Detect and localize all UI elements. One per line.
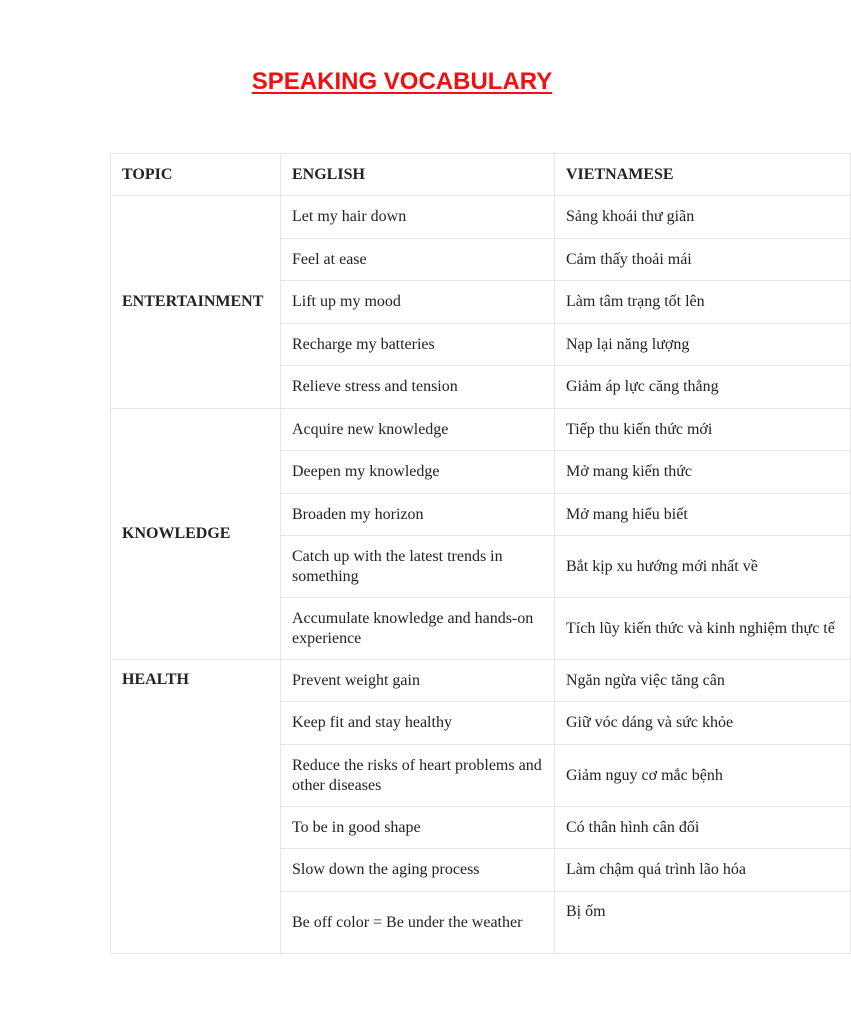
table-header-row: [111, 154, 851, 196]
vietnamese-cell: Cảm thấy thoải mái: [555, 239, 851, 281]
english-cell: Feel at ease: [281, 239, 555, 281]
vietnamese-cell: Sảng khoái thư giãn: [555, 196, 851, 239]
english-cell: Catch up with the latest trends in something: [281, 536, 555, 598]
topic-cell-knowledge: KNOWLEDGE: [111, 409, 281, 660]
topic-cell-health: HEALTH: [111, 660, 281, 954]
english-cell: Lift up my mood: [281, 281, 555, 324]
english-cell: Keep fit and stay healthy: [281, 702, 555, 745]
english-cell: Prevent weight gain: [281, 660, 555, 702]
english-cell: Reduce the risks of heart problems and other diseases: [281, 745, 555, 807]
english-cell: Slow down the aging process: [281, 849, 555, 892]
vietnamese-cell: Ngăn ngừa việc tăng cân: [555, 660, 851, 702]
vocabulary-table: [110, 153, 851, 954]
english-cell: Broaden my horizon: [281, 494, 555, 536]
vietnamese-cell: Làm tâm trạng tốt lên: [555, 281, 851, 324]
english-cell: Acquire new knowledge: [281, 409, 555, 451]
vietnamese-cell: Giảm nguy cơ mắc bệnh: [555, 745, 851, 807]
vietnamese-cell: Bắt kịp xu hướng mới nhất về: [555, 536, 851, 598]
document-title: SPEAKING VOCABULARY: [251, 68, 553, 95]
english-cell: Deepen my knowledge: [281, 451, 555, 494]
header-topic: TOPIC: [111, 154, 281, 196]
vietnamese-cell: Giữ vóc dáng và sức khỏe: [555, 702, 851, 745]
vietnamese-cell: Làm chậm quá trình lão hóa: [555, 849, 851, 892]
vietnamese-cell: Bị ốm: [555, 892, 851, 954]
table-row: [111, 409, 851, 451]
vietnamese-cell: Mở mang hiểu biết: [555, 494, 851, 536]
topic-cell-entertainment: ENTERTAINMENT: [111, 196, 281, 409]
english-cell: Recharge my batteries: [281, 324, 555, 366]
english-cell: To be in good shape: [281, 807, 555, 849]
vietnamese-cell: Mở mang kiến thức: [555, 451, 851, 494]
vietnamese-cell: Giảm áp lực căng thẳng: [555, 366, 851, 409]
table-row: [111, 196, 851, 239]
vietnamese-cell: Tiếp thu kiến thức mới: [555, 409, 851, 451]
table-row: [111, 660, 851, 702]
vietnamese-cell: Tích lũy kiến thức và kinh nghiệm thực tế: [555, 598, 851, 660]
english-cell: Be off color = Be under the weather: [281, 892, 555, 954]
header-vietnamese: VIETNAMESE: [555, 154, 851, 196]
header-english: ENGLISH: [281, 154, 555, 196]
english-cell: Accumulate knowledge and hands-on experience: [281, 598, 555, 660]
vietnamese-cell: Có thân hình cân đối: [555, 807, 851, 849]
vocabulary-table-container: [110, 153, 835, 953]
vietnamese-cell: Nạp lại năng lượng: [555, 324, 851, 366]
english-cell: Let my hair down: [281, 196, 555, 239]
english-cell: Relieve stress and tension: [281, 366, 555, 409]
